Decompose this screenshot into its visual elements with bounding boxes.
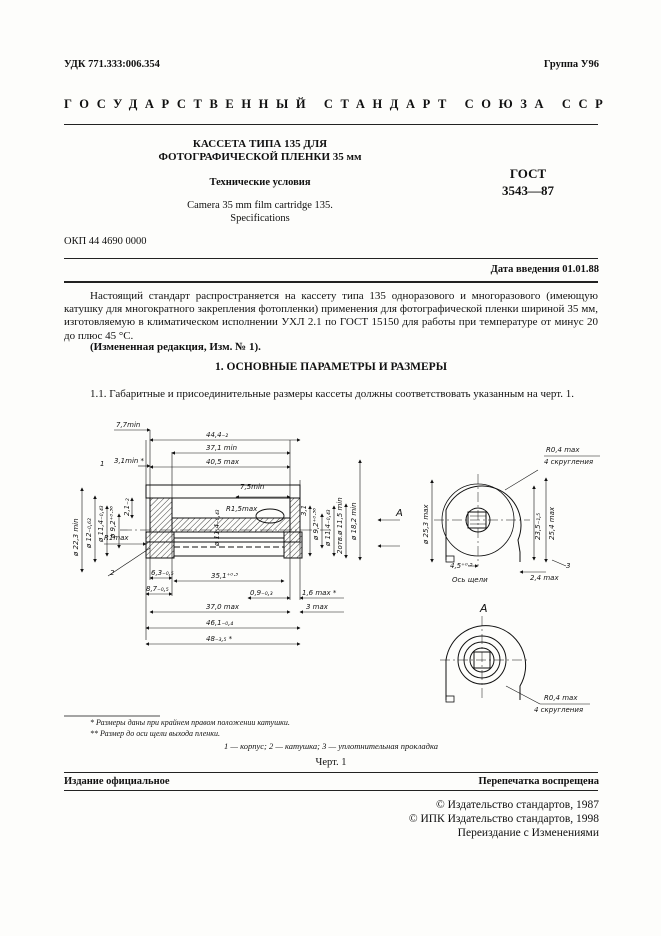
okp-code: ОКП 44 4690 0000 [64,236,147,247]
footer-divider [64,772,598,773]
dim-label: R1,5max [226,505,258,513]
dim-label: 7,5min [240,483,265,491]
footnote-1: * Размеры даны при крайнем правом положении катушки. [90,718,290,727]
intro-paragraph: Настоящий стандарт распространяется на кассету типа 135 одноразового и многоразового (имеющую катушку для многократного закрепления фотопленки) применения для фотографической пленки шириной 35 мм, изготовляемую в климатическом исполнении УХЛ 2.1 по ГОСТ 15150 для работы при температуре от минус 20 до плюс 45 °С. [64,290,598,342]
section-paragraph: 1.1. Габаритные и присоединительные размеры кассеты должны соответствовать указанным на черт. 1. [90,388,574,400]
dim-label: 44,4₋₂ [206,431,229,439]
side-dimension-lines [432,456,600,572]
dim-label: ø 18,2 min [350,502,358,540]
dim-label: 3 max [306,603,328,611]
dim-label: 37,0 max [206,603,240,611]
official-edition: Издание официальное [64,776,170,787]
udc-code: УДК 771.333:006.354 [64,59,160,70]
dim-label: 2отв.ø 11,5 min [336,497,344,554]
title-line-2: ФОТОГРАФИЧЕСКОЙ ПЛЕНКИ 35 мм [158,151,362,163]
dim-label: 6,3₋₀,₅ [151,569,174,577]
dim-label: ø 11,4₋₀,₄₃ [213,509,221,546]
reissue-note: Переиздание с Изменениями [457,827,599,839]
view-a-title: A [480,602,488,615]
gost-label: ГОСТ [509,166,547,181]
section-title: 1. ОСНОВНЫЕ ПАРАМЕТРЫ И РАЗМЕРЫ [214,361,448,373]
english-title-line-2: Specifications [230,213,290,224]
dim-label: ø 9,2⁺⁰·³⁶ [109,506,117,538]
revision-note: (Измененная редакция, Изм. № 1). [90,341,261,353]
dim-label: 3,1 [300,504,308,516]
copyright-2: © ИПК Издательство стандартов, 1998 [408,813,599,825]
reprint-prohibited: Перепечатка воспрещена [478,776,599,787]
view-a [440,616,590,704]
side-labels [422,446,593,584]
dim-label: 4 скругления [534,706,584,714]
dim-label: 3,1min * [114,457,145,465]
document-subtitle: Технические условия [209,177,311,188]
group-code: Группа У96 [543,59,599,70]
dim-label: ø 11,4₋₀,₄₃ [97,505,105,542]
dim-label: ø 11,4₋₀,₄₃ [324,509,332,546]
dim-label: 37,1 min [206,444,238,452]
dim-label: 7,7min [116,421,141,429]
dim-label: 2,1₋₂ [123,498,131,516]
gost-number: 3543—87 [502,183,554,198]
dim-label: ø 22,3 min [72,518,80,556]
dim-label: R0,4 max [546,446,580,454]
dim-label: R1max [104,534,129,542]
state-standard-heading: ГОСУДАРСТВЕННЫЙ СТАНДАРТ СОЮЗА ССР [64,97,611,111]
part-number-2: 2 [110,569,115,577]
dim-label: 23,5₋₁,₅ [534,512,542,540]
side-view [434,474,530,566]
english-title-line-1: Camera 35 mm film cartridge 135. [187,200,333,211]
dim-label: 8,7₋₀,₅ [146,585,169,593]
footnote-2: ** Размер до оси щели выхода пленки. [90,729,220,738]
dim-label: 35,1⁺⁰·³ [211,572,239,580]
dim-label: 1,6 max * [302,589,337,597]
dim-label: 25,4 max [548,506,556,540]
dim-label: Ось щели [452,576,488,584]
dim-label: 48₋₃,₅ * [206,635,233,643]
drawing-legend: 1 — корпус; 2 — катушка; 3 — уплотнительная прокладка [224,741,438,751]
dim-label: R0,4 max [544,694,578,702]
dim-label: ø 9,2⁺⁰·³⁶ [312,508,320,540]
dim-label: 40,5 max [206,458,240,466]
title-line-1: КАССЕТА ТИПА 135 ДЛЯ [192,138,328,150]
view-a-labels [479,602,583,714]
dim-label: 46,1₋₀,₄ [206,619,234,627]
dim-label: ø 25,3 max [422,504,430,544]
introduction-date: Дата введения 01.01.88 [490,264,599,275]
figure-caption: Черт. 1 [315,757,347,768]
view-a-arrow-label: A [396,508,403,519]
dim-label: 4 скругления [544,458,594,466]
dim-label: ø 12₋₀,₆₂ [85,518,93,548]
dim-label: 0,9₋₀,₃ [250,589,273,597]
footer-divider-2 [64,790,598,791]
dim-label: 2,4 max [530,574,559,582]
copyright-1: © Издательство стандартов, 1987 [435,799,599,811]
part-number-3: 3 [566,562,571,570]
dim-label: 4,5⁺⁰·⁵ [450,562,473,570]
part-number-1: 1 [100,460,105,468]
